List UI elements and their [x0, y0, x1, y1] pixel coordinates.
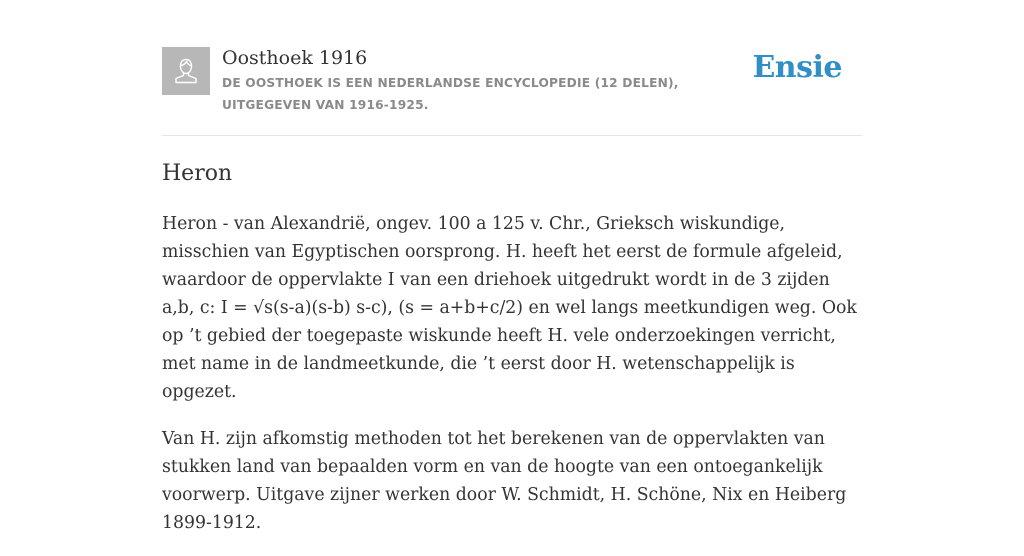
avatar-silhouette-icon [162, 47, 210, 95]
header-divider [162, 135, 862, 136]
article-paragraph-2: Van H. zijn afkomstig methoden tot het berekenen van de oppervlakten van stukken land van bepaalden vorm en van de hoogte van een ontoegankelijk voorwerp. Uitgave zijner werken door W. Schmidt, H. Schöne, Nix en Heiberg 1899-1912. [162, 429, 847, 533]
source-title[interactable]: Oosthoek 1916 [222, 47, 368, 69]
user-avatar-icon[interactable] [162, 47, 210, 95]
article-paragraph-1: Heron - van Alexandrië, ongev. 100 a 125 v. Chr., Grieksch wiskundige, misschien van Egyptischen oorsprong. H. heeft het eerst de formule afgeleid, waardoor de oppervlakte I van een driehoek uitgedrukt wordt in de 3 zijden a,b, c: I = √s(s-a)(s-b) s-c), (s = a+b+c/2) en wel langs meetkundigen weg. Ook op ’t gebied der toegepaste wiskunde heeft H. vele onderzoekingen verricht, met name in de landmeetkunde, die ’t eerst door H. wetenschappelijk is opgezet. [162, 214, 857, 402]
source-info [222, 44, 762, 116]
brand-logo[interactable]: Ensie [752, 50, 842, 85]
source-header [162, 44, 862, 136]
source-description: DE OOSTHOEK IS EEN NEDERLANDSE ENCYCLOPEDIE (12 DELEN), UITGEGEVEN VAN 1916-1925. [222, 76, 679, 112]
article-title: Heron [162, 161, 233, 186]
article [162, 158, 862, 556]
